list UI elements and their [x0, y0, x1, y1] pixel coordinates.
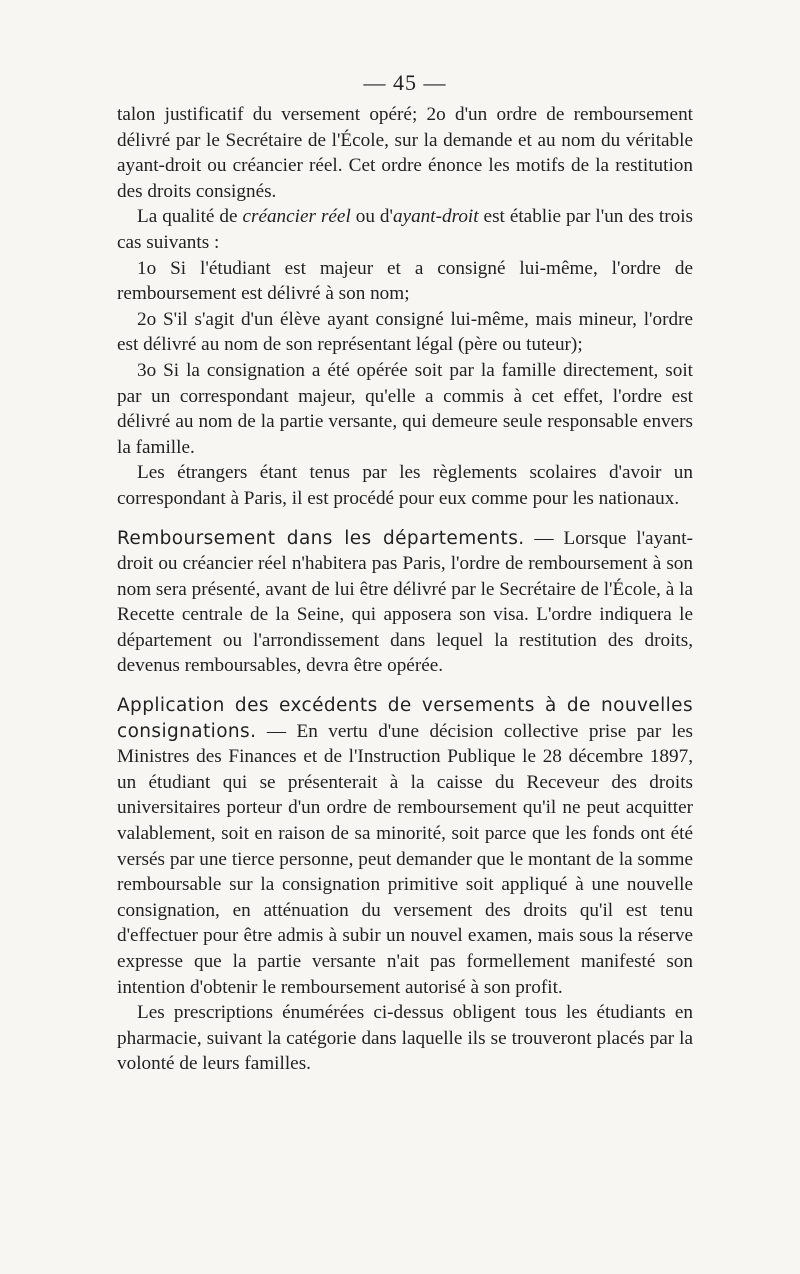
- section-heading: Application des excédents de versements à de nouvelles consignations.: [117, 695, 693, 742]
- paragraph-text: La qualité de: [137, 206, 243, 228]
- section-body: — En vertu d'une décision collective prise par les Ministres des Finances et de l'Instruction Publique le 28 décembre 1897, un étudiant qui se présenterait à la caisse du Receveur des droits universitaires porteur d'un ordre de remboursement qu'il ne peut acquitter valablement, soit en raison de sa minorité, soit parce que les fonds ont été versés par une tierce personne, peut demander que le montant de la somme remboursable sur la consignation primitive soit appliqué à une nouvelle consignation, en atténuation du versement des droits qu'il est tenu d'effectuer pour être admis à subir un nouvel examen, mais sous la réserve expresse que la partie versante n'ait pas formellement manifesté son intention d'obtenir le remboursement autorisé à son profit.: [117, 720, 693, 998]
- paragraph-etrangers: Les étrangers étant tenus par les règlements scolaires d'avoir un correspondant à Paris, il est procédé pour eux comme pour les nationaux.: [117, 462, 693, 509]
- paragraph-prescriptions: Les prescriptions énumérées ci-dessus obligent tous les étudiants en pharmacie, suivant la catégorie dans laquelle ils se trouveront placés par la volonté de leurs familles.: [117, 1002, 693, 1075]
- paragraph-case-2: 2o S'il s'agit d'un élève ayant consigné lui-même, mais mineur, l'ordre est délivré au nom de son représentant légal (père ou tuteur);: [117, 308, 693, 356]
- section-body: — Lorsque l'ayant-droit ou créancier réel n'habitera pas Paris, l'ordre de remboursement à son nom sera présenté, avant de lui être délivré par le Secrétaire de l'École, à la Recette centrale de la Seine, qui apposera son visa. L'ordre indiquera le département ou l'arrondissement dans lequel la restitution des droits, devenus remboursables, devra être opérée.: [117, 527, 693, 677]
- section-application-excedents: [117, 693, 693, 1000]
- emphasis-creancier-reel: créancier réel: [242, 206, 351, 228]
- paragraph-text: ou d': [350, 206, 393, 228]
- emphasis-ayant-droit: ayant-droit: [392, 206, 479, 228]
- page-number: — 45 —: [363, 70, 447, 95]
- section-heading: Remboursement dans les départements.: [117, 527, 525, 549]
- paragraph-case-3: 3o Si la consignation a été opérée soit par la famille directement, soit par un correspondant majeur, qu'elle a commis à cet effet, l'ordre est délivré au nom de la partie versante, qui demeure seule responsable envers la famille.: [117, 359, 693, 458]
- paragraph-continuation: talon justificatif du versement opéré; 2o d'un ordre de remboursement délivré par le Secrétaire de l'École, sur la demande et au nom du véritable ayant-droit ou créancier réel. Cet ordre énonce les motifs de la restitution des droits consignés.: [117, 104, 693, 202]
- paragraph-case-1: 1o Si l'étudiant est majeur et a consigné lui-même, l'ordre de remboursement est délivré à son nom;: [117, 257, 693, 305]
- paragraph-text: est établie par l'un des trois cas suivants :: [117, 206, 693, 253]
- section-remboursement-departements: [117, 526, 693, 680]
- paragraph-qualite: [117, 204, 693, 255]
